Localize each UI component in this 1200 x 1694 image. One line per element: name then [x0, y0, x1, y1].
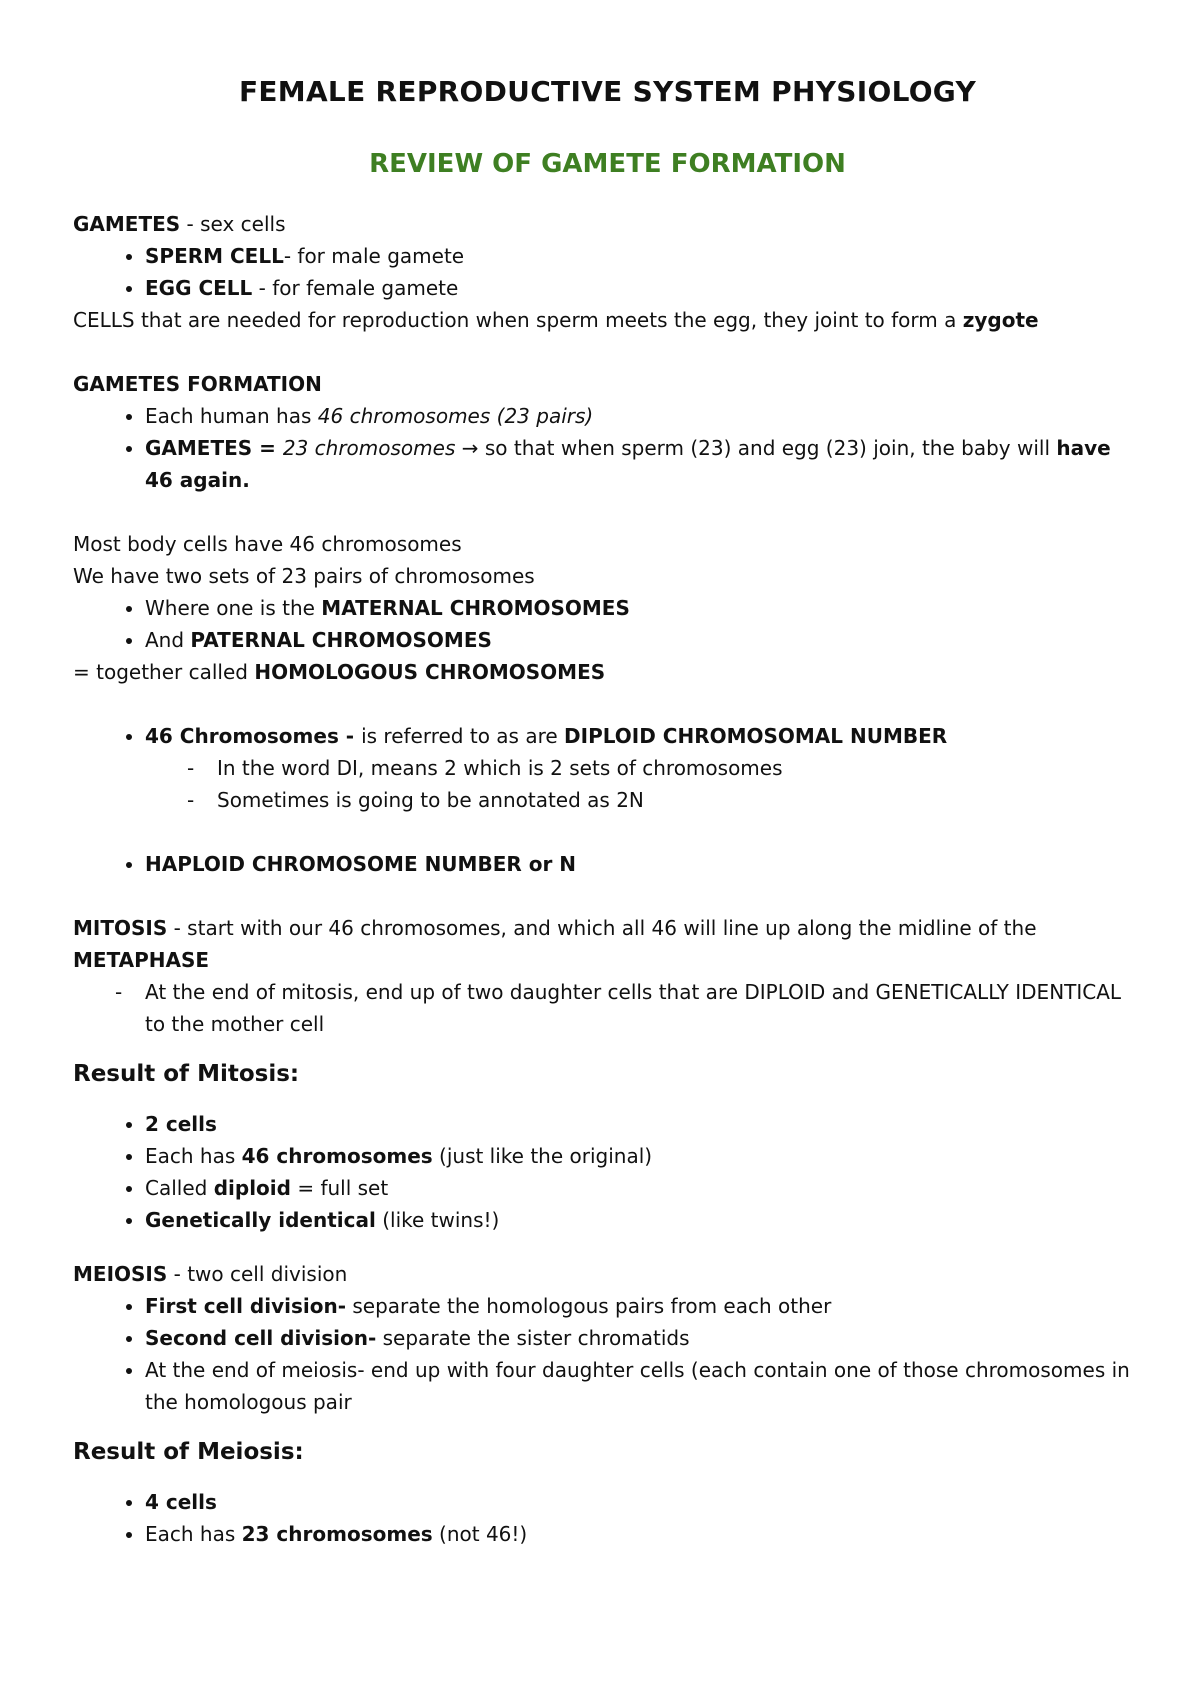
mitosis-i2-text: (just like the original) [432, 1144, 653, 1168]
list-item: - In the word DI, means 2 which is 2 sets of chromosomes [217, 752, 1142, 784]
meiosis-list [73, 1290, 1142, 1418]
formation-item2-bold2: have 46 again. [145, 436, 1111, 492]
homologous-term: HOMOLOGOUS CHROMOSOMES [254, 660, 606, 684]
sperm-cell-term: SPERM CELL [145, 244, 284, 268]
paternal-term: PATERNAL CHROMOSOMES [190, 628, 492, 652]
haploid-list [73, 848, 1142, 880]
formation-item1-italic: 46 chromosomes (23 pairs) [317, 404, 594, 428]
meiosis-i2-bold: Second cell division- [145, 1326, 377, 1350]
mitosis-def: - start with our 46 chromosomes, and which all 46 will line up along the midline of the [167, 916, 1037, 940]
homologous-pre: = together called [73, 660, 255, 684]
diploid-text: is referred to as are [361, 724, 565, 748]
gametes-term: GAMETES [73, 212, 181, 236]
list-item [145, 1518, 1142, 1550]
result-mitosis-heading: Result of Mitosis: [73, 1061, 300, 1087]
gametes-def: - sex cells [180, 212, 286, 236]
list-item [145, 1140, 1142, 1172]
gametes-list [73, 240, 1142, 304]
mitosis-dash-list [73, 976, 1142, 1040]
meiosis-term: MEIOSIS [73, 1262, 168, 1286]
list-item [145, 1172, 1142, 1204]
mitosis-term: MITOSIS [73, 916, 168, 940]
metaphase-term: METAPHASE [73, 948, 210, 972]
meiosis-i2-text: separate the sister chromatids [376, 1326, 690, 1350]
list-item [145, 432, 1142, 496]
body-cells-line2: We have two sets of 23 pairs of chromosomes [73, 564, 535, 588]
section-subtitle: REVIEW OF GAMETE FORMATION [369, 149, 846, 179]
mitosis-i3-bold: diploid [213, 1176, 291, 1200]
list-item: • 4 cells [145, 1486, 1142, 1518]
list-item [145, 624, 1142, 656]
list-item: • At the end of meiosis- end up with four daughter cells (each contain one of those chromosomes in the homologous pair [145, 1354, 1142, 1418]
mitosis-i2-bold: 46 chromosomes [241, 1144, 433, 1168]
list-item [145, 240, 1142, 272]
diploid-list [73, 720, 1142, 816]
formation-item2-italic: 23 chromosomes [282, 436, 456, 460]
gametes-note [73, 304, 1142, 336]
gametes-note-text: CELLS that are needed for reproduction when sperm meets the egg, they joint to form a [73, 308, 963, 332]
list-item [145, 1322, 1142, 1354]
meiosis-i1-text: separate the homologous pairs from each other [346, 1294, 832, 1318]
page-title: FEMALE REPRODUCTIVE SYSTEM PHYSIOLOGY [238, 75, 977, 108]
gametes-definition [73, 208, 1142, 240]
result-mitosis-list [73, 1108, 1142, 1236]
meiosis-def: - two cell division [167, 1262, 348, 1286]
mitosis-definition [73, 912, 1142, 944]
list-item: • HAPLOID CHROMOSOME NUMBER or N [145, 848, 1142, 880]
mitosis-i4-text: (like twins!) [375, 1208, 500, 1232]
formation-item2-bold: GAMETES = [145, 436, 283, 460]
diploid-term: DIPLOID CHROMOSOMAL NUMBER [564, 724, 948, 748]
homologous-line [73, 656, 1142, 688]
diploid-sublist [145, 752, 1142, 816]
list-item [145, 1204, 1142, 1236]
parental-chromosomes-list [73, 592, 1142, 656]
egg-cell-term: EGG CELL [145, 276, 253, 300]
list-item [145, 1290, 1142, 1322]
body-cells-line1: Most body cells have 46 chromosomes [73, 532, 462, 556]
result-meiosis-list [73, 1486, 1142, 1550]
mitosis-i3-text: = full set [290, 1176, 389, 1200]
mitosis-i3-pre: Called [145, 1176, 214, 1200]
meiosis-r2-pre: Each has [145, 1522, 242, 1546]
list-item [145, 400, 1142, 432]
list-item [145, 272, 1142, 304]
egg-cell-def: - for female gamete [252, 276, 459, 300]
mitosis-i4-bold: Genetically identical [145, 1208, 376, 1232]
formation-heading: GAMETES FORMATION [73, 372, 322, 396]
paternal-pre: And [145, 628, 191, 652]
meiosis-i1-bold: First cell division- [145, 1294, 347, 1318]
meiosis-r2-text: (not 46!) [432, 1522, 528, 1546]
list-item: - At the end of mitosis, end up of two daughter cells that are DIPLOID and GENETICALLY IDENTICAL to the mother cell [145, 976, 1142, 1040]
meiosis-definition [73, 1258, 1142, 1290]
maternal-term: MATERNAL CHROMOSOMES [321, 596, 630, 620]
list-item: • 2 cells [145, 1108, 1142, 1140]
mitosis-i2-pre: Each has [145, 1144, 242, 1168]
formation-item2-text: → so that when sperm (23) and egg (23) join, the baby will [455, 436, 1057, 460]
sperm-cell-def: - for male gamete [283, 244, 465, 268]
diploid-count: 46 Chromosomes - [145, 724, 362, 748]
maternal-pre: Where one is the [145, 596, 322, 620]
result-meiosis-heading: Result of Meiosis: [73, 1439, 304, 1465]
list-item [145, 720, 1142, 816]
formation-item1-text: Each human has [145, 404, 318, 428]
formation-list [73, 400, 1142, 496]
meiosis-r2-bold: 23 chromosomes [241, 1522, 433, 1546]
list-item: - Sometimes is going to be annotated as 2N [217, 784, 1142, 816]
zygote-term: zygote [962, 308, 1039, 332]
list-item [145, 592, 1142, 624]
